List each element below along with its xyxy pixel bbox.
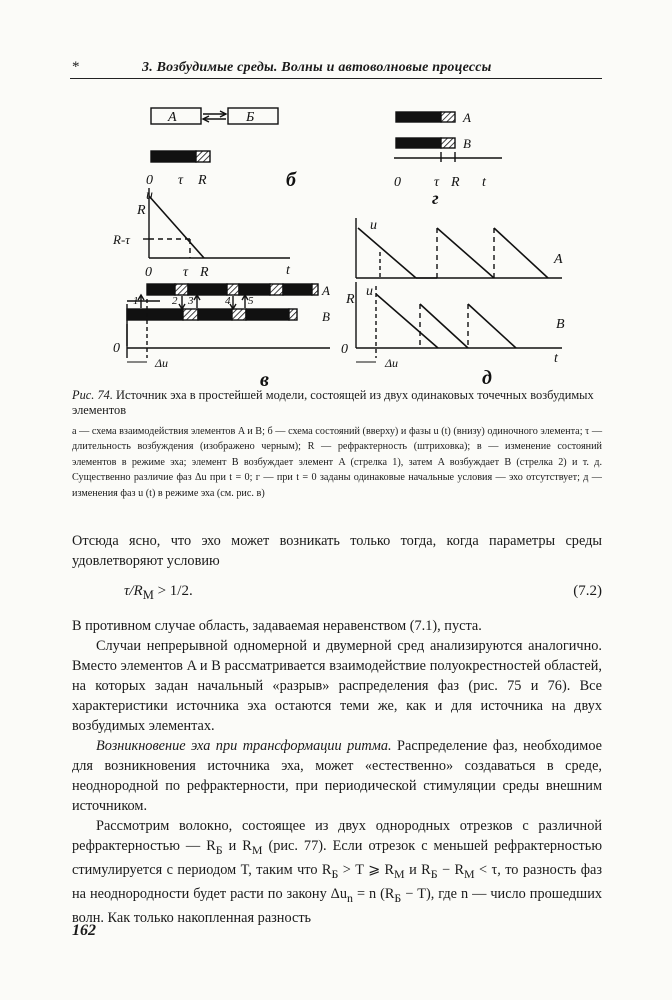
- label-tau-b: τ: [178, 173, 184, 188]
- header-title: 3. Возбудимые среды. Волны и автоволновые процессы: [142, 60, 492, 75]
- label-zero-v: 0: [113, 341, 120, 356]
- label-elem-b: Б: [246, 110, 255, 125]
- paragraph-2: В противном случае область, задаваемая неравенством (7.1), пуста.: [72, 618, 482, 634]
- paragraph-1: Отсюда ясно, что эхо может возникать только тогда, когда параметры среды удовлетворяют условию: [72, 533, 602, 569]
- label-A-g: A: [463, 110, 471, 125]
- label-zero-g: 0: [394, 175, 401, 190]
- label-du-v: Δu: [155, 356, 169, 370]
- label-R-g: R: [451, 175, 460, 190]
- label-u-d: u: [370, 218, 377, 233]
- label-tau-b2: τ: [183, 265, 189, 280]
- arrow-label-2: 2: [172, 295, 178, 307]
- arrow-label-1: 1: [133, 295, 139, 307]
- paragraph-3: Случаи непрерывной одномерной и двумерной сред анализируются аналогично. Вместо элементов A и B рассматривается взаимодействие полуокрестностей областей, на которых задан начальный «разрыв» распределения фаз (рис. 75 и 76). Все характеристики источника эха остаются теми же, как и для источника на двух возбудимых элементах.: [72, 638, 602, 734]
- figure-74: [110, 96, 580, 391]
- formula-7-2: [72, 573, 602, 613]
- label-zero-b2: 0: [145, 265, 152, 280]
- header-marker: *: [72, 59, 80, 75]
- paragraph-5: Рассмотрим волокно, состоящее из двух однородных отрезков с различной рефрактерностью — $R_Б$ и $R_М$ (рис. 77). Если отрезок с меньшей рефрактерностью стимулируется с периодом T, таким что $R_Б > T$ ⩾ $R_М$ и $R_Б - R_М < \tau$, то разность фаз на неоднородности будет расти по закону $\Delta u_n = n$ $(R_Б - T)$, где n — число прошедших волн. Как только накопленная разность: [72, 818, 603, 926]
- label-zero-d: 0: [341, 342, 348, 357]
- label-t-g: t: [482, 175, 486, 190]
- arrow-label-4: 4: [225, 295, 231, 307]
- label-A-d: A: [554, 252, 563, 267]
- running-header: [70, 58, 602, 79]
- label-panel-v: в: [260, 369, 269, 386]
- label-R-b: R: [198, 173, 207, 188]
- refractory-bar: [196, 151, 210, 162]
- label-panel-d: д: [482, 367, 492, 386]
- label-R-d: R: [346, 292, 355, 307]
- label-u-b: u: [146, 188, 153, 203]
- body-text: [72, 531, 602, 928]
- label-t-d: t: [554, 351, 558, 366]
- label-R-b2: R: [200, 265, 209, 280]
- excitation-bar: [151, 151, 196, 162]
- formula-expression: $\tau/R_М > 1/2$.: [124, 583, 193, 602]
- label-elem-a: A: [168, 110, 177, 125]
- label-V-d: В: [556, 317, 565, 332]
- label-panel-b: б: [286, 169, 296, 191]
- phase-line: [149, 196, 204, 258]
- figure-legend: а — схема взаимодействия элементов A и B; б — схема состояний (вверху) и фазы u (t) (внизу) одиночного элемента; τ — длительность возбуждения (изображено черным); R — рефрактерность (штриховка); в — изменение состояний элементов в режиме эха; элемент B возбуждает элемент A (стрелка 1), затем A возбуждает B (стрелка 2) и т. д. Существенно различие фаз Δu при t = 0; г — при t = 0 заданы одинаковые начальные условия — эхо отсутствует; д — изменения фаз u (t) в режиме эха (см. рис. в): [72, 426, 602, 499]
- label-V-v: В: [322, 309, 330, 324]
- label-zero-b: 0: [146, 173, 153, 188]
- label-tau-g: τ: [434, 175, 440, 190]
- label-V-g: В: [463, 136, 471, 151]
- figure-caption: [72, 388, 602, 418]
- label-u-d2: u: [366, 284, 373, 299]
- caption-text: Источник эха в простейшей модели, состоящей из двух одинаковых точечных возбудимых элементов: [72, 388, 594, 417]
- label-R-tau: R-τ: [113, 232, 130, 247]
- label-A-v: A: [322, 283, 330, 298]
- formula-number: (7.2): [573, 583, 602, 599]
- label-t-b: t: [286, 263, 290, 278]
- figure-drawing: [110, 96, 580, 386]
- caption-lead: Рис. 74.: [72, 388, 113, 402]
- arrow-label-3: 3: [188, 295, 194, 307]
- label-panel-g: г: [432, 188, 439, 208]
- paragraph-4: Возникновение эха при трансформации ритма. Распределение фаз, необходимое для возникновения источника эха, может «естественно» создаваться в среде, неоднородной по рефрактерности, при периодической стимуляции среды внешним источником.: [72, 738, 602, 814]
- arrow-label-5: 5: [248, 295, 254, 307]
- label-du-d: Δu: [385, 356, 399, 370]
- page-number: 162: [72, 922, 96, 939]
- label-R-axis: R: [137, 203, 146, 218]
